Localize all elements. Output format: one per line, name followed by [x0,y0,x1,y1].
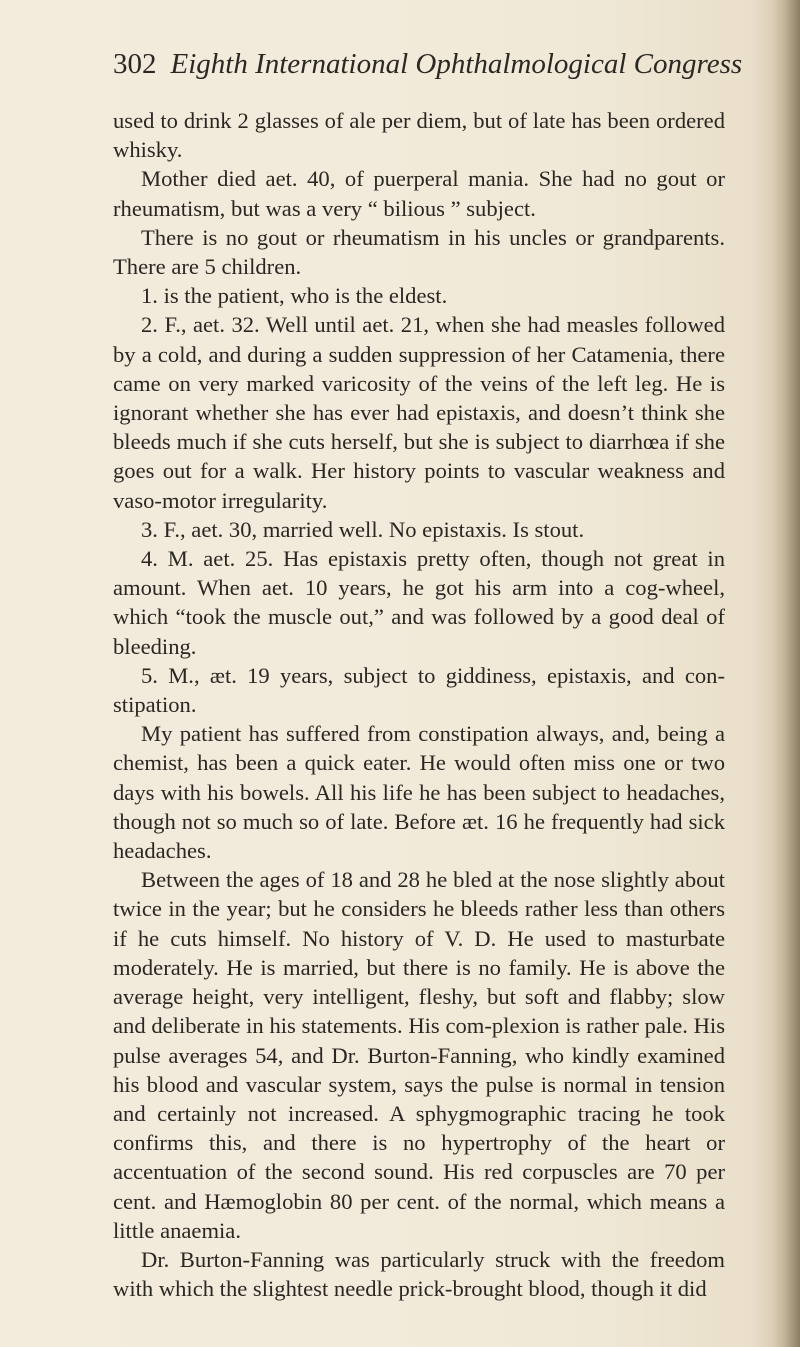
running-head [113,48,753,81]
body-text [113,106,725,1303]
paragraph-examination: Between the ages of 18 and 28 he bled at the nose slightly about twice in the year; but he considers he bleeds rather less than others if he cuts himself. No history of V. D. He used to masturbate moderately. He is married, but there is no family. He is above the average height, very intelligent, fleshy, but soft and flabby; slow and deliberate in his statements. His com-plexion is rather pale. His pulse averages 54, and Dr. Burton-Fanning, who kindly examined his blood and vascular system, says the pulse is normal in tension and certainly not increased. A sphygmographic tracing he took confirms this, and there is no hypertrophy of the heart or accentuation of the second sound. His red corpuscles are 70 per cent. and Hæmoglobin 80 per cent. of the normal, which means a little anaemia. [113,867,725,1243]
paragraph-bleeding-note: Dr. Burton-Fanning was particularly struck with the freedom with which the slightest needle prick-brought blood, though it did [113,1246,725,1302]
paragraph-mother: Mother died aet. 40, of puerperal mania. She had no gout or rheumatism, but was a very “ bilious ” subject. [113,166,725,221]
list-item-child-1: 1. is the patient, who is the eldest. [141,283,448,309]
paragraph-family-history: There is no gout or rheumatism in his uncles or grandparents. There are 5 children. [113,224,725,280]
list-item-child-5: 5. M., æt. 19 years, subject to giddiness, epistaxis, and con-stipation. [113,662,725,718]
running-head-title: Eighth International Ophthalmological Congress [170,48,743,80]
list-item-child-4: 4. M. aet. 25. Has epistaxis pretty often, though not great in amount. When aet. 10 years, he got his arm into a cog-wheel, which “took the muscle out,” and was followed by a good deal of bleeding. [113,546,725,659]
list-item-child-2: 2. F., aet. 32. Well until aet. 21, when she had measles followed by a cold, and during a sudden suppression of her Catamenia, there came on very marked varicosity of the veins of the left leg. He is ignorant whether she has ever had epistaxis, and doesn’t think she bleeds much if she cuts herself, but she is subject to diarrhœa if she goes out for a walk. Her history points to vascular weakness and vaso-motor irregularity. [113,312,725,513]
paragraph-continuation: used to drink 2 glasses of ale per diem, but of late has been ordered whisky. [113,108,725,163]
page-number: 302 [113,48,157,80]
list-item-child-3: 3. F., aet. 30, married well. No epistaxis. Is stout. [141,516,585,542]
page-edge-shadow [772,0,800,1347]
paragraph-patient-history: My patient has suffered from constipation always, and, being a chemist, has been a quick eater. He would often miss one or two days with his bowels. All his life he has been subject to headaches, though not so much so of late. Before æt. 16 he frequently had sick headaches. [113,721,725,864]
